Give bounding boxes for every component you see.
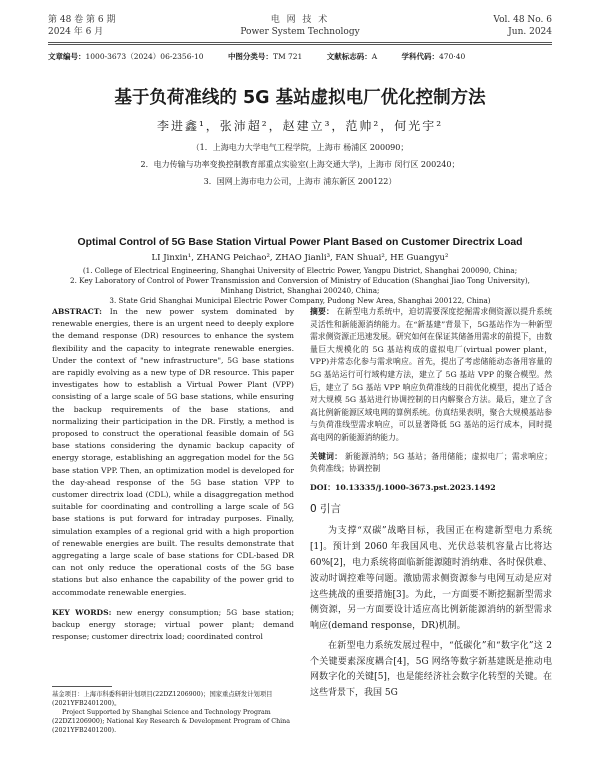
affiliation-en-4: 3. State Grid Shanghai Municipal Electric Power Company, Pudong New Area, Shanghai 200122, China) [109, 296, 491, 305]
keywords-cn-text: 新能源消纳；5G 基站；备用储能；虚拟电厂；需求响应；负荷准线；协调控制 [310, 451, 552, 474]
affiliation-en-1: (1. College of Electrical Engineering, Shanghai University of Electric Power, Yangpu District, Shanghai 200090, China; [82, 266, 518, 275]
affiliation-en-2: 2. Key Laboratory of Control of Power Transmission and Conversion of Ministry of Education (Shanghai Jiao Tong University), [70, 276, 530, 285]
affiliation-cn-1: （1．上海电力大学电气工程学院，上海市 杨浦区 200090； [191, 143, 409, 152]
keywords-en-label: KEY WORDS: [52, 607, 112, 617]
article-meta [48, 52, 552, 62]
date-en: Jun. 2024 [508, 27, 552, 37]
header-rule-bottom [48, 44, 552, 45]
keywords-cn-label: 关键词： [310, 451, 343, 461]
abstract-cn-label: 摘要： [310, 307, 334, 316]
title-en: Optimal Control of 5G Base Station Virtual Power Plant Based on Customer Directrix Load [77, 237, 523, 248]
journal-name-cn: 电 网 技 术 [270, 15, 330, 25]
article-number: 文章编号：1000-3673（2024）06-2356-10 [48, 52, 204, 61]
affiliation-en-3: Minhang District, Shanghai 200240, China; [220, 286, 380, 295]
affiliation-cn-2: 2．电力传输与功率变换控制教育部重点实验室(上海交通大学)，上海市 闵行区 200240； [140, 160, 460, 169]
left-column [52, 306, 294, 643]
footnote-funding-cn: 基金项目：上海市科委科研计划项目(22DZ1206900)；国家重点研发计划项目(2021YFB2401200)。 [52, 691, 273, 707]
intro-paragraph-1: 为支撑“双碳”战略目标，我国正在构建新型电力系统[1]。预计到 2060 年我国风电、光伏总装机容量占比将达 60%[2]，电力系统将面临新能源随时消纳难、各时保供难、波动时调控难等问题。激励需求侧资源参与电网互动是应对这些挑战的重要措施[3]。为此，一方面要不断挖掘新型需求侧资源，另一方面要设计适应高比例新能源消纳的新型需求响应(demand response，DR)机制。 [310, 526, 552, 632]
keywords-en-text: new energy consumption; 5G base station; backup energy storage; virtual power plant; demand response; customer directrix load; coordinated control [52, 607, 294, 642]
abstract-en-text: In the new power system dominated by renewable energies, there is an urgent need to deeply explore the demand response (DR) resources to enhance the system flexibility and the capacity to integrate renewable energies. Under the context of "new infrastructure", 5G base stations are rapidly evolving as a new type of DR resource. This paper investigates how to establish a Virtual Power Plant (VPP) consisting of a large scale of 5G base stations, while ensuring the backup requirements of the base stations, and normalizing their participation in the DR. Firstly, a method is proposed to construct the operational feasible domain of 5G base stations considering the dynamic backup capacity of energy storage, establishing an aggregation model for the 5G base station VPP. Then, an optimization model is developed for the day-ahead response of the 5G base station VPP to customer directrix load (CDL), while a disaggregation method suitable for coordinating and controlling a large scale of 5G base stations is put forward for intraday purposes. Finally, simulation examples of a regional grid with a high proportion of renewable energies are built. The results demonstrate that aggregating a large scale of base stations for CDL-based DR can not only reduce the operational costs of the 5G base stations but also enhance the capability of the power grid to accommodate renewable energies. [52, 307, 294, 597]
document-code: 文献标志码：A [326, 52, 378, 61]
clc-number: 中图分类号：TM 721 [227, 52, 303, 61]
abstract-cn [310, 306, 552, 445]
journal-volume-cn: 第 48 卷 第 6 期 [48, 15, 116, 25]
right-column [310, 306, 552, 702]
doi-value[interactable]: 10.13335/j.1000-3673.pst.2023.1492 [335, 482, 496, 492]
intro-paragraph-2: 在新型电力系统发展过程中，“低碳化”和“数字化”这 2 个关键要素深度耦合[4]，5G 网络等数字新基建既是推动电网数字化的关键[5]，也是能经济社会数字化转型的关键。在这些背景下，我国 5G [310, 640, 552, 699]
doi-label: DOI： [310, 482, 335, 492]
section-heading-introduction: 0 引言 [310, 503, 342, 516]
authors-cn: 李进鑫¹，张沛超²，赵建立³，范帅²，何光宇² [156, 119, 444, 133]
footnote [52, 690, 294, 735]
footnote-rule [52, 686, 112, 687]
authors-en: LI Jinxin¹, ZHANG Peichao², ZHAO Jianli³, FAN Shuai², HE Guangyu² [151, 253, 449, 263]
abstract-en [52, 306, 294, 599]
title-cn: 基于负荷准线的 5G 基站虚拟电厂优化控制方法 [114, 88, 486, 108]
abstract-en-label: ABSTRACT: [52, 307, 102, 316]
header-rule-top [48, 42, 552, 43]
journal-date-cn: 2024 年 6 月 [48, 27, 104, 37]
doi [310, 482, 552, 495]
footnote-funding-en: Project Supported by Shanghai Science and Technology Program (22DZ1206900); National Key Research & Development Program of China (2021YFB2401200). [52, 709, 290, 734]
keywords-en [52, 607, 294, 644]
journal-name-en: Power System Technology [240, 27, 360, 37]
volume-en: Vol. 48 No. 6 [493, 15, 552, 25]
discipline-code: 学科代码：470·40 [401, 52, 466, 61]
keywords-cn [310, 451, 552, 476]
affiliation-cn-3: 3．国网上海市电力公司，上海市 浦东新区 200122） [203, 177, 397, 186]
running-header-right [493, 14, 552, 38]
abstract-cn-text: 在新型电力系统中，迫切需要深度挖掘需求侧资源以提升系统灵活性和新能源消纳能力。在“新基建”背景下，5G基站作为一种新型需求侧资源正迅速发展。研究如何在保证其储备用需求的前提下，由数量巨大规模化的 5G 基站构成的虚拟电厂(virtual power plant，VPP)并常态化参与需求响应。首先，提出了考虑储能动态备用容量的 5G 基站运行可行域构建方法，建立了 5G 基站 VPP 的聚合模型。然后，建立了 5G 基站 VPP 响应负荷准线的日前优化模型，提出了适合对大规模 5G 基站进行协调控制的日内解聚合方法。最后，建立了含高比例新能源区域电网的算例系统。仿真结果表明，聚合大规模基站参与负荷准线型需求响应，可以显著降低 5G 基站的运行成本，同时提高电网的新能源消纳能力。 [310, 307, 552, 442]
